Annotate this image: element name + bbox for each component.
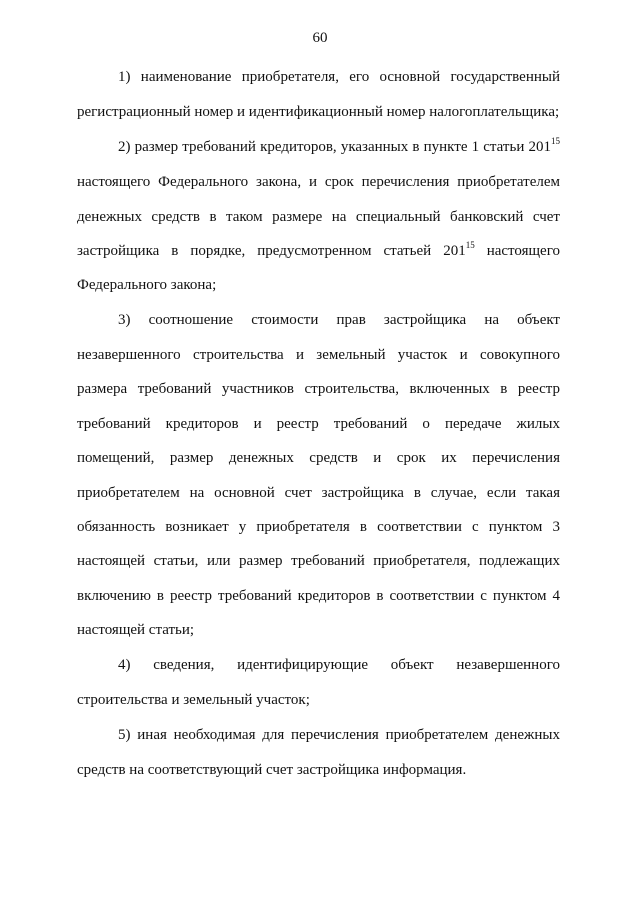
paragraph-3-line-8: настоящей статьи, или размер требований приобретателя, подлежащих [77, 553, 560, 569]
paragraph-2-line-3: денежных средств в таком размере на специальный банковский счет [77, 209, 560, 225]
paragraph-3-line-10: настоящей статьи; [77, 622, 195, 638]
paragraph-3-line-5: помещений, размер денежных средств и срок их перечисления [77, 450, 560, 466]
paragraph-2-line-4-tail: настоящего [474, 243, 560, 259]
paragraph-2-line-1 [118, 138, 560, 156]
paragraph-3-line-6: приобретателем на основной счет застройщика в случае, если такая [77, 485, 560, 501]
paragraph-2-line-5: Федерального закона; [77, 277, 217, 293]
paragraph-2-line-4 [77, 242, 560, 260]
paragraph-5-line-1: 5) иная необходимая для перечисления приобретателем денежных [118, 727, 560, 743]
paragraph-1-line-1: 1) наименование приобретателя, его основной государственный [118, 69, 560, 85]
paragraph-3-line-1: 3) соотношение стоимости прав застройщика на объект [118, 312, 560, 328]
paragraph-5-line-2: средств на соответствующий счет застройщика информация. [77, 762, 467, 778]
paragraph-3-line-3: размера требований участников строительства, включенных в реестр [77, 381, 560, 397]
superscript: 15 [465, 240, 475, 250]
paragraph-2-line-1-text: 2) размер требований кредиторов, указанных в пункте 1 статьи 201 [118, 139, 551, 155]
paragraph-1-line-2: регистрационный номер и идентификационный номер налогоплательщика; [77, 104, 560, 120]
paragraph-3-line-9: включению в реестр требований кредиторов в соответствии с пунктом 4 [77, 588, 560, 604]
paragraph-3-line-2: незавершенного строительства и земельный участок и совокупного [77, 347, 560, 363]
paragraph-3-line-4: требований кредиторов и реестр требований о передаче жилых [77, 416, 560, 432]
paragraph-4-line-1: 4) сведения, идентифицирующие объект незавершенного [118, 657, 560, 673]
paragraph-2-line-4-text: застройщика в порядке, предусмотренном статьей 201 [77, 243, 466, 259]
paragraph-4-line-2: строительства и земельный участок; [77, 692, 310, 708]
superscript: 15 [551, 136, 560, 146]
paragraph-3-line-7: обязанность возникает у приобретателя в соответствии с пунктом 3 [77, 519, 560, 535]
paragraph-2-line-2: настоящего Федерального закона, и срок перечисления приобретателем [77, 174, 560, 190]
page-number: 60 [312, 30, 328, 46]
